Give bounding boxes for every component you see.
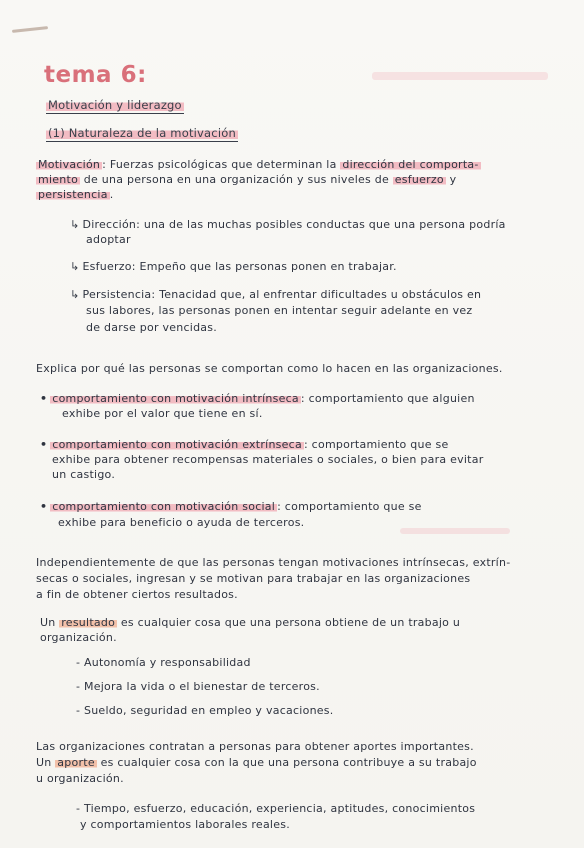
bullet-extrinseca-cont-1: exhibe para obtener recompensas materiales o sociales, o bien para evitar [52, 453, 484, 466]
aporte-item-line-2: y comportamientos laborales reales. [80, 818, 290, 831]
definition-line-2: miento de una persona en una organización y sus niveles de esfuerzo y [38, 173, 457, 186]
resultado-item: - Sueldo, seguridad en empleo y vacaciones. [76, 704, 334, 717]
point-direccion-cont: adoptar [86, 233, 131, 246]
section-heading: (1) Naturaleza de la motivación [48, 126, 236, 140]
paragraph-line-1: Independientemente de que las personas tengan motivaciones intrínsecas, extrín- [36, 556, 511, 569]
bullet-extrinseca: • comportamiento con motivación extrínseca : comportamiento que se [40, 438, 449, 451]
aporte-line-1: Las organizaciones contratan a personas para obtener aportes importantes. [36, 740, 474, 753]
aporte-line-2: Un aporte es cualquier cosa con la que una persona contribuye a su trabajo [36, 756, 477, 769]
point-direccion: ↳ Dirección: una de las muchas posibles conductas que una persona podría [70, 218, 506, 231]
point-persistencia: ↳ Persistencia: Tenacidad que, al enfrentar dificultades u obstáculos en [70, 288, 482, 301]
bullet-extrinseca-cont-2: un castigo. [52, 468, 116, 481]
paragraph-line-2: secas o sociales, ingresan y se motivan para trabajar en las organizaciones [36, 572, 471, 585]
bullet-social: • comportamiento con motivación social : comportamiento que se [40, 500, 422, 513]
bleed-through-mark [372, 72, 548, 80]
resultado-item: - Autonomía y responsabilidad [76, 656, 251, 669]
aporte-line-3: u organización. [36, 772, 124, 785]
definition-line-3: persistencia . [38, 188, 114, 201]
bullet-intrinseca: • comportamiento con motivación intrínseca : comportamiento que alguien [40, 392, 475, 405]
definition-line-1: Motivación : Fuerzas psicológicas que determinan la dirección del comporta- [38, 158, 479, 171]
explain-line: Explica por qué las personas se comportan como lo hacen en las organizaciones. [36, 362, 503, 375]
resultado-line-1: Un resultado es cualquier cosa que una persona obtiene de un trabajo u [40, 616, 461, 629]
point-esfuerzo: ↳ Esfuerzo: Empeño que las personas ponen en trabajar. [70, 260, 397, 273]
aporte-item-line-1: - Tiempo, esfuerzo, educación, experiencia, aptitudes, conocimientos [76, 802, 476, 815]
resultado-item: - Mejora la vida o el bienestar de terceros. [76, 680, 320, 693]
bullet-intrinseca-cont: exhibe por el valor que tiene en sí. [62, 407, 263, 420]
paragraph-line-3: a fin de obtener ciertos resultados. [36, 588, 238, 601]
point-persistencia-cont-2: de darse por vencidas. [86, 321, 218, 334]
bleed-through-mark [400, 528, 510, 534]
point-persistencia-cont-1: sus labores, las personas ponen en intentar seguir adelante en vez [86, 304, 473, 317]
page-title: tema 6: [44, 62, 147, 88]
resultado-line-2: organización. [40, 631, 117, 644]
topic-heading: Motivación y liderazgo [48, 98, 182, 112]
bullet-social-cont: exhibe para beneficio o ayuda de terceros. [58, 516, 305, 529]
